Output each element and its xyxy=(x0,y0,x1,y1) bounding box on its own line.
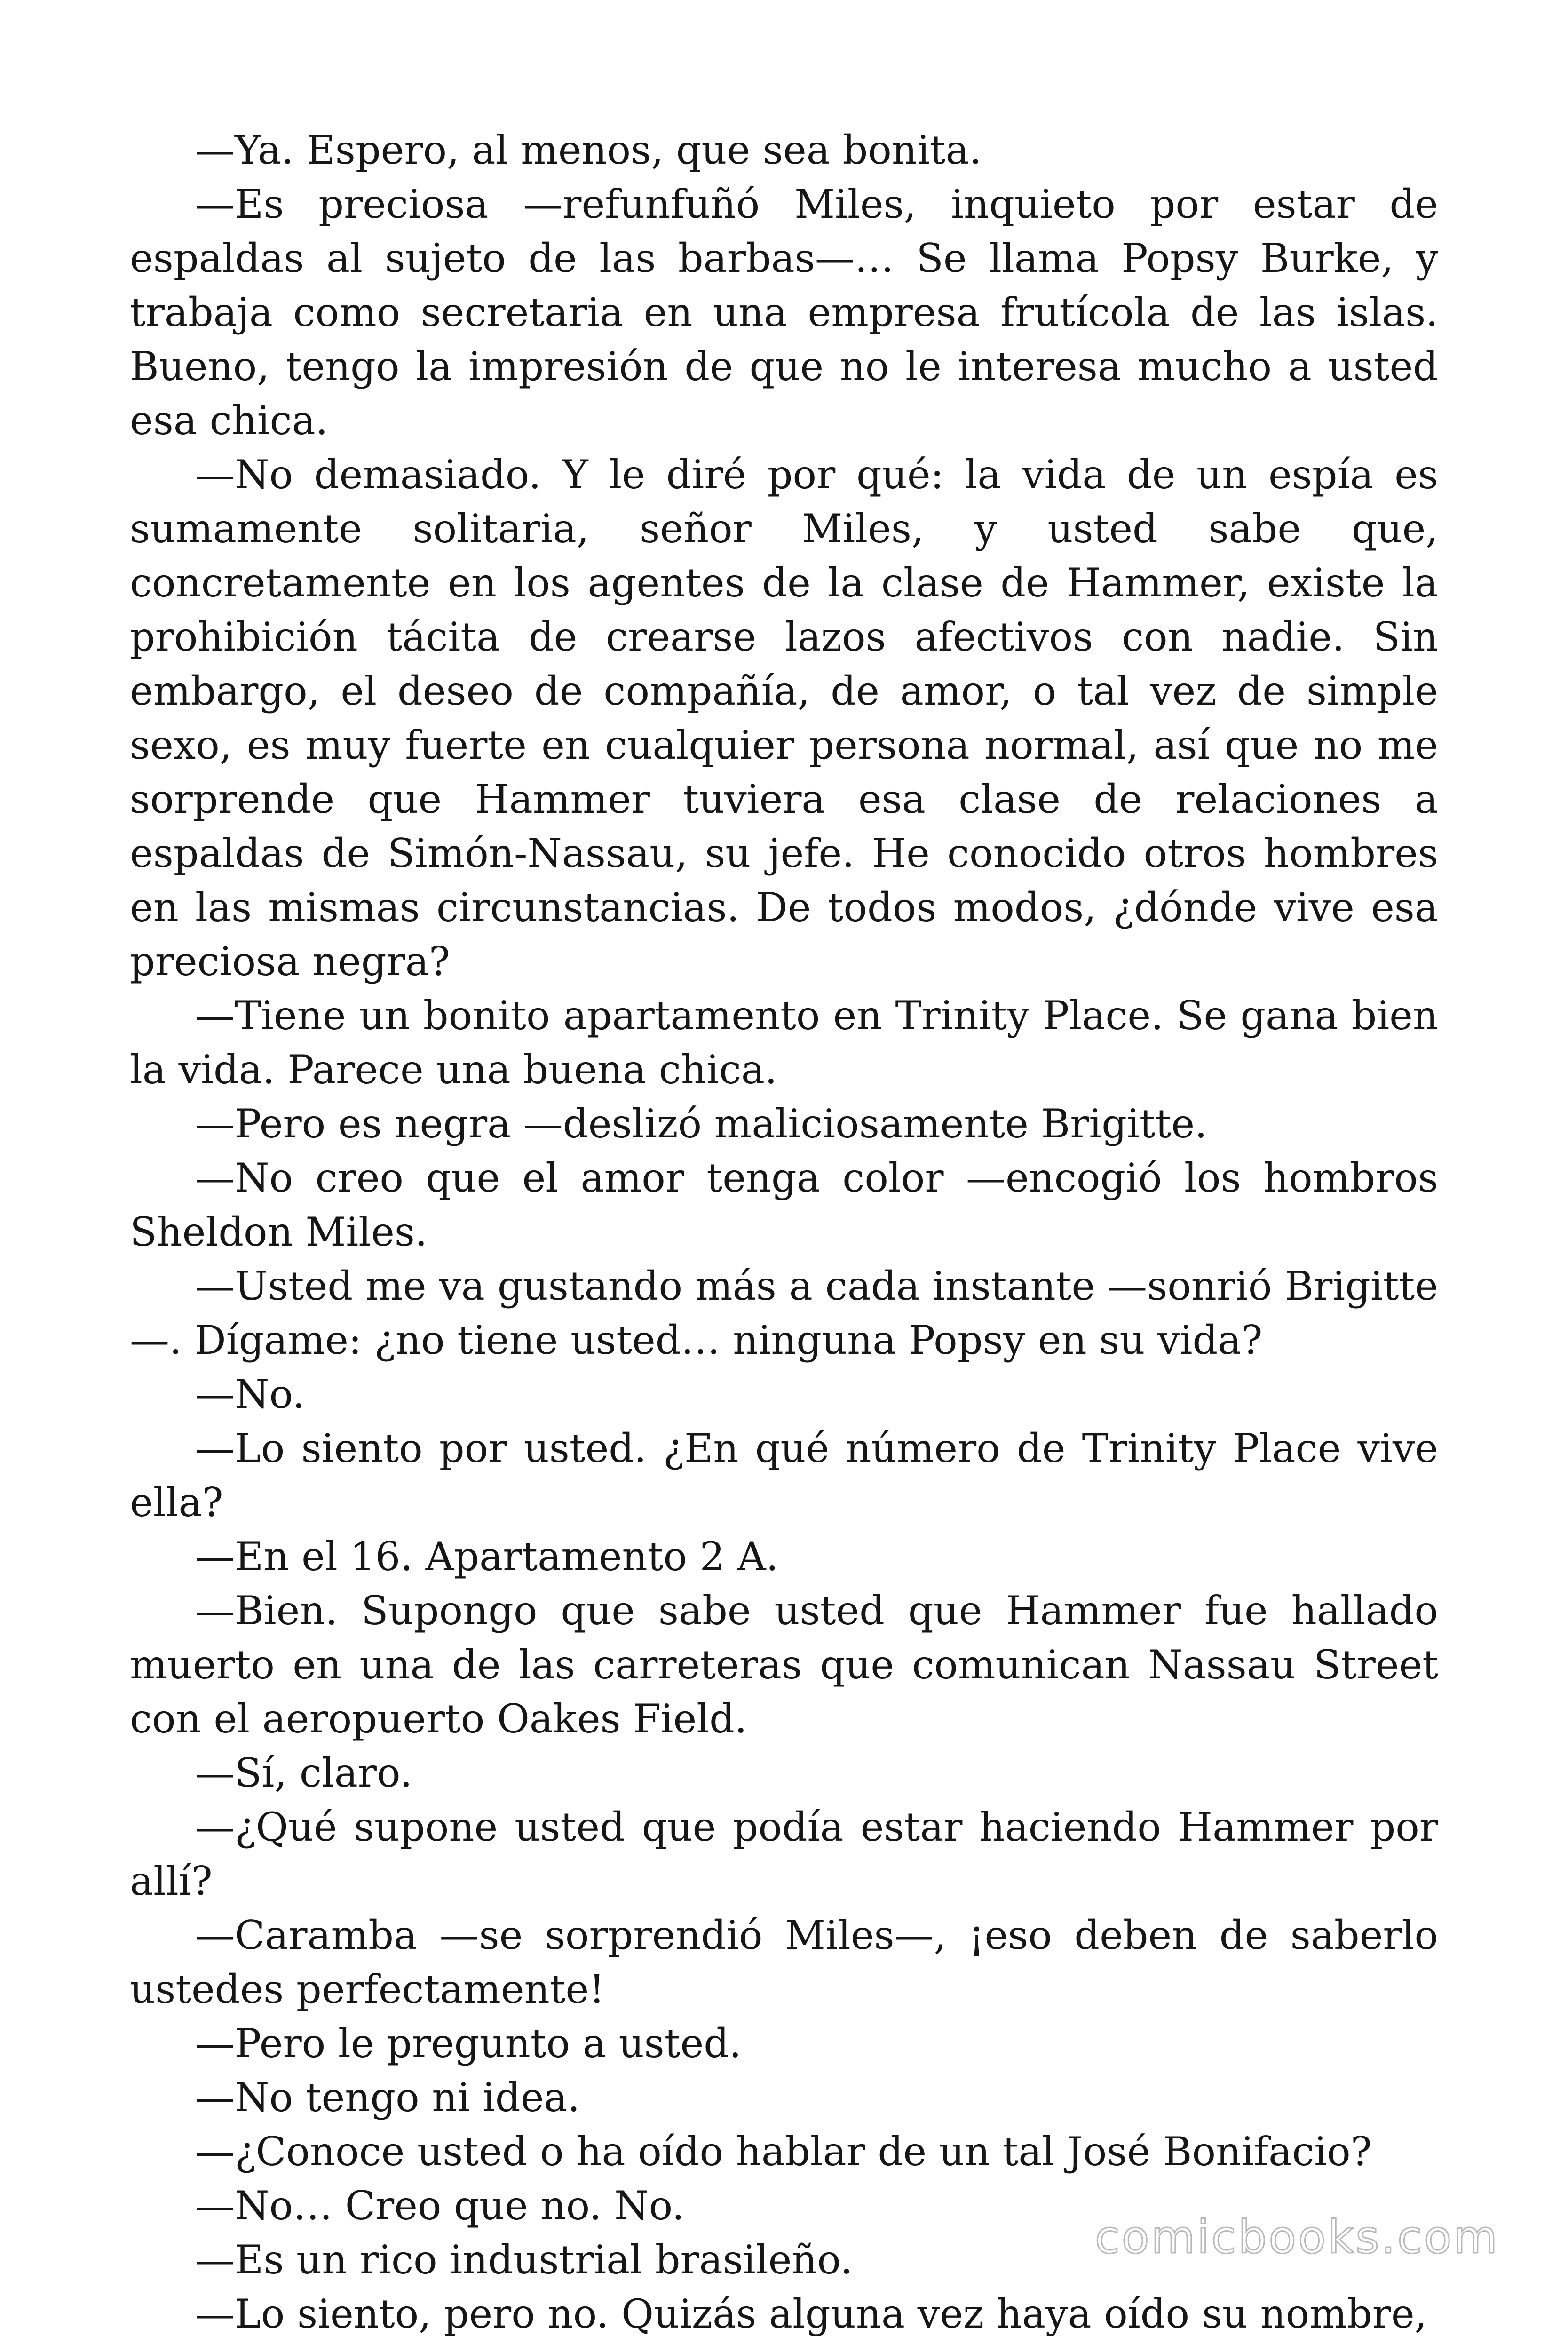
paragraph: —Lo siento, pero no. Quizás alguna vez haya oído su nombre, xyxy=(195,2291,1427,2337)
book-page-text xyxy=(130,123,1438,2341)
paragraph: —Usted me va gustando más a cada instante —sonrió Brigitte—. Dígame: ¿no tiene usted… ninguna Popsy en su vida? xyxy=(130,1263,1438,1363)
paragraph: —Lo siento por usted. ¿En qué número de Trinity Place vive ella? xyxy=(130,1425,1438,1526)
paragraph: —Tiene un bonito apartamento en Trinity Place. Se gana bien la vida. Parece una buena chica. xyxy=(130,993,1438,1093)
paragraph: —Caramba —se sorprendió Miles—, ¡eso deben de saberlo ustedes perfectamente! xyxy=(130,1912,1438,2012)
paragraph: —¿Qué supone usted que podía estar haciendo Hammer por allí? xyxy=(130,1804,1438,1904)
paragraph: —Es preciosa —refunfuñó Miles, inquieto por estar de espaldas al sujeto de las barbas—… Se llama Popsy Burke, y trabaja como secretaria en una empresa frutícola de las islas. Bueno, tengo la impresión de que no le interesa mucho a usted esa chica. xyxy=(130,181,1438,444)
paragraph: —Bien. Supongo que sabe usted que Hammer fue hallado muerto en una de las carreteras que comunican Nassau Street con el aeropuerto Oakes Field. xyxy=(130,1588,1438,1742)
paragraph: —No demasiado. Y le diré por qué: la vida de un espía es sumamente solitaria, señor Miles, y usted sabe que, concretamente en los agentes de la clase de Hammer, existe la prohibición tácita de crearse lazos afectivos con nadie. Sin embargo, el deseo de compañía, de amor, o tal vez de simple sexo, es muy fuerte en cualquier persona normal, así que no me sorprende que Hammer tuviera esa clase de relaciones a espaldas de Simón-Nassau, su jefe. He conocido otros hombres en las mismas circunstancias. De todos modos, ¿dónde vive esa preciosa negra? xyxy=(130,452,1438,985)
paragraph: —En el 16. Apartamento 2 A. xyxy=(195,1534,779,1580)
paragraph: —Sí, claro. xyxy=(195,1750,412,1796)
paragraph: —No. xyxy=(195,1371,305,1417)
paragraph: —No creo que el amor tenga color —encogió los hombros Sheldon Miles. xyxy=(130,1155,1438,1255)
paragraph: —Pero es negra —deslizó maliciosamente Brigitte. xyxy=(195,1101,1207,1147)
paragraph: —No… Creo que no. No. xyxy=(195,2183,685,2229)
paragraph: —No tengo ni idea. xyxy=(195,2074,580,2121)
paragraph: —¿Conoce usted o ha oído hablar de un tal José Bonifacio? xyxy=(195,2129,1372,2175)
paragraph: —Es un rico industrial brasileño. xyxy=(195,2237,853,2283)
paragraph: —Pero le pregunto a usted. xyxy=(195,2020,742,2066)
paragraph: —Ya. Espero, al menos, que sea bonita. xyxy=(195,127,982,173)
watermark: comicbooks.com xyxy=(1094,2211,1499,2264)
